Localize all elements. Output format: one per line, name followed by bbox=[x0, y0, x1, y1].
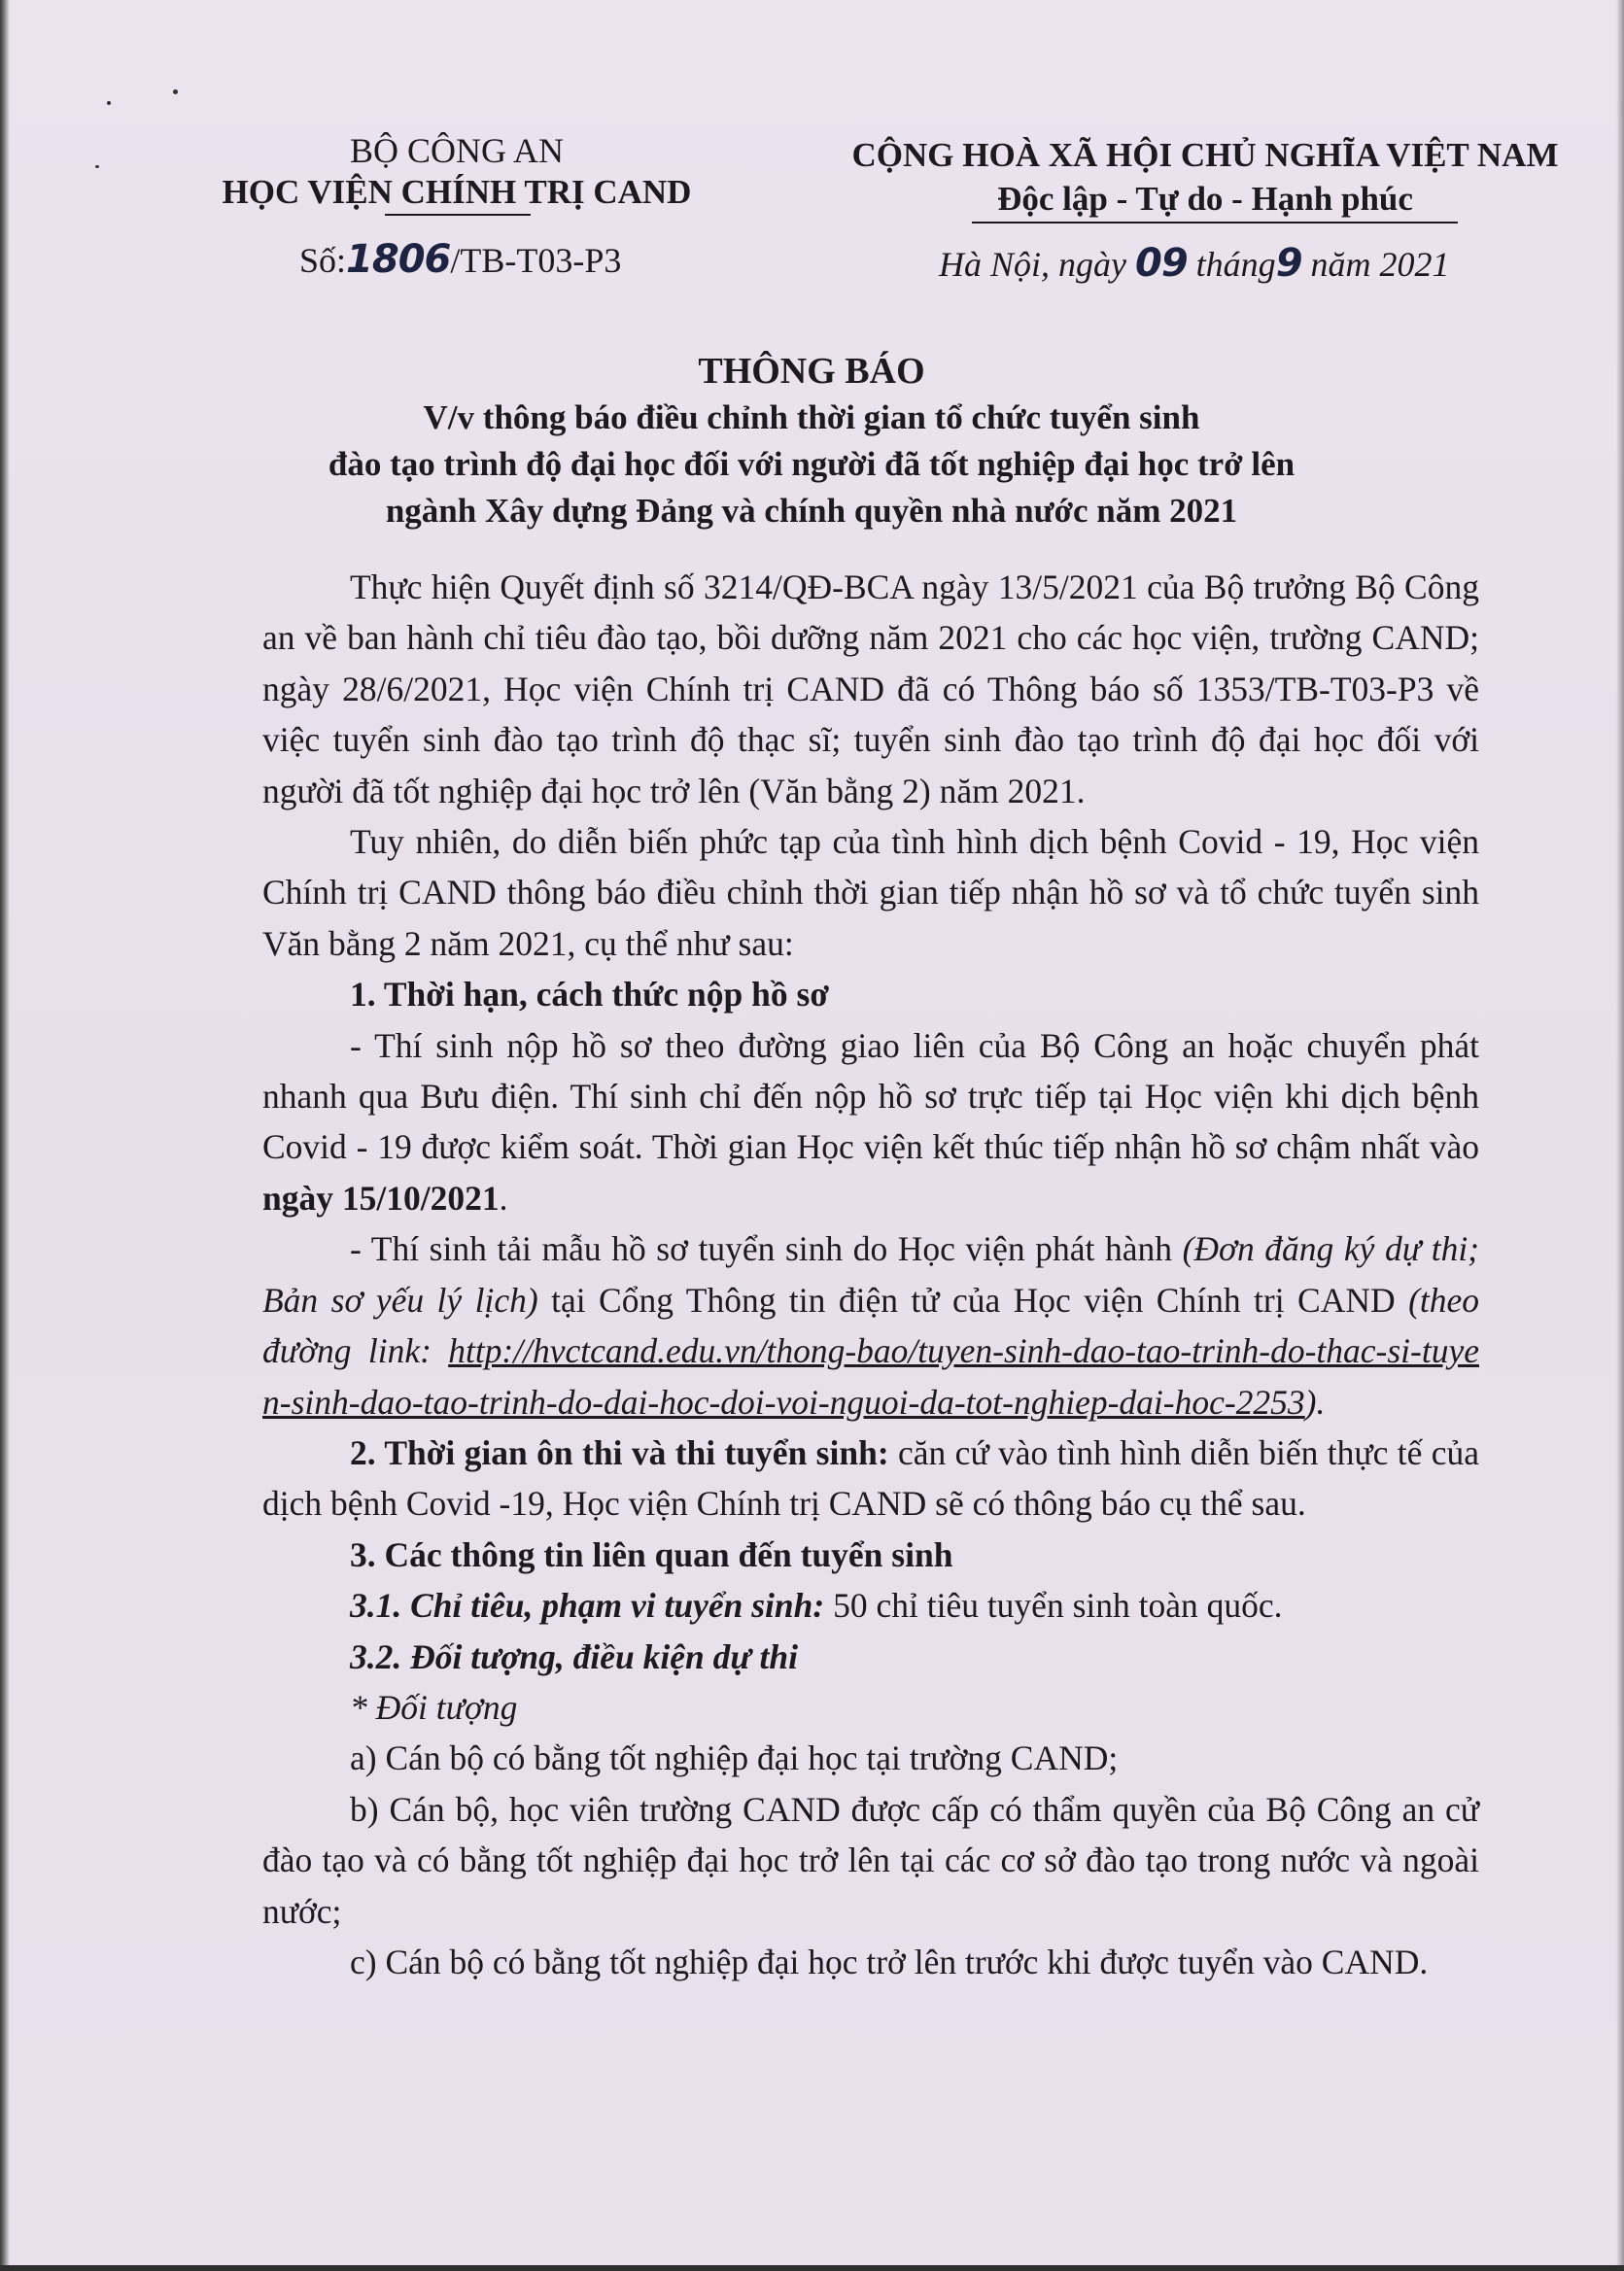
section-3-1-heading: 3.1. Chỉ tiêu, phạm vi tuyển sinh: bbox=[350, 1586, 825, 1626]
number-suffix: /TB-T03-P3 bbox=[450, 241, 622, 280]
submission-deadline: ngày 15/10/2021 bbox=[262, 1178, 500, 1218]
notice-subject-line-3: ngành Xây dựng Đảng và chính quyền nhà nước năm 2021 bbox=[385, 492, 1238, 530]
scan-edge-left bbox=[0, 0, 10, 2271]
scan-edge-bottom bbox=[0, 2265, 1624, 2271]
section-2-text: căn cứ vào tình hình diễn biến thực tế của dịch bệnh Covid -19, Học viện Chính trị CAND sẽ có thông báo cụ thể sau. bbox=[262, 1432, 1479, 1524]
scan-speck bbox=[95, 165, 99, 168]
section-3-heading: 3. Các thông tin liên quan đến tuyển sinh bbox=[350, 1534, 953, 1574]
date-day-handwritten: 09 bbox=[1135, 241, 1188, 286]
download-forms-text: - Thí sinh tải mẫu hồ sơ tuyển sinh do Học viện phát hành bbox=[350, 1229, 1172, 1269]
form-names: (Đơn đăng ký dự thi; Bản sơ yếu lý lịch) bbox=[262, 1229, 1480, 1320]
portal-text: tại Cổng Thông tin điện tử của Học viện Chính trị CAND bbox=[551, 1280, 1396, 1320]
submission-method-text: - Thí sinh nộp hồ sơ theo đường giao liên của Bộ Công an hoặc chuyển phát nhanh qua Bưu điện. Thí sinh chỉ đến nộp hồ sơ trực tiếp tại Học viện khi dịch bệnh Covid - 19 được kiểm soát. Thời gian Học viện kết thúc tiếp nhận hồ sơ chậm nhất vào bbox=[262, 1025, 1479, 1167]
section-2 bbox=[262, 1428, 1479, 1530]
ministry-name: BỘ CÔNG AN bbox=[349, 131, 565, 170]
section-3-1 bbox=[262, 1580, 1479, 1631]
eligibility-item-b: b) Cán bộ, học viên trường CAND được cấp có thẩm quyền của Bộ Công an cử đào tạo và có bằng tốt nghiệp đại học trở lên tại các cơ sở đào tạo trong nước và ngoài nước; bbox=[262, 1789, 1479, 1931]
link-suffix: ). bbox=[1304, 1382, 1326, 1422]
country-name: CỘNG HOÀ XÃ HỘI CHỦ NGHĨA VIỆT NAM bbox=[851, 136, 1559, 174]
portal-link[interactable]: http://hvctcand.edu.vn/thong-bao/tuyen-sinh-dao-tao-trinh-do-thac-si-tuyen-sinh-dao-tao-trinh-do-dai-hoc-doi-voi-nguoi-da-tot-nghiep-dai-hoc-2253 bbox=[262, 1331, 1479, 1422]
notice-body bbox=[262, 562, 1479, 1987]
number-prefix: Số: bbox=[299, 241, 347, 280]
notice-title: THÔNG BÁO bbox=[698, 351, 925, 392]
date-year: năm 2021 bbox=[1310, 245, 1450, 284]
date-month-handwritten: 9 bbox=[1275, 241, 1302, 286]
date-month-label: tháng bbox=[1195, 245, 1276, 284]
paragraph-adjustment: Tuy nhiên, do diễn biến phức tạp của tình hình dịch bệnh Covid - 19, Học viện Chính trị CAND thông báo điều chỉnh thời gian tiếp nhận hồ sơ và tổ chức tuyển sinh Văn bằng 2 năm 2021, cụ thể như sau: bbox=[262, 822, 1479, 963]
section-2-heading: 2. Thời gian ôn thi và thi tuyển sinh: bbox=[350, 1432, 889, 1472]
paragraph-legal-basis: Thực hiện Quyết định số 3214/QĐ-BCA ngày 13/5/2021 của Bộ trưởng Bộ Công an về ban hành chỉ tiêu đào tạo, bồi dưỡng năm 2021 cho các học viện, trường CAND; ngày 28/6/2021, Học viện Chính trị CAND đã có Thông báo số 1353/TB-T03-P3 về việc tuyển sinh đào tạo trình độ thạc sĩ; tuyển sinh đào tạo trình độ đại học đối với người đã tốt nghiệp đại học trở lên (Văn bằng 2) năm 2021. bbox=[262, 568, 1479, 810]
scan-speck bbox=[107, 101, 111, 105]
national-motto: Độc lập - Tự do - Hạnh phúc bbox=[997, 180, 1413, 218]
section-3-2-subheading: * Đối tượng bbox=[350, 1687, 518, 1727]
number-handwritten: 1806 bbox=[346, 237, 451, 282]
scan-speck bbox=[173, 89, 178, 94]
section-3-2-heading: 3.2. Đối tượng, điều kiện dự thi bbox=[350, 1636, 799, 1676]
motto-underline bbox=[972, 222, 1458, 224]
notice-subject-line-1: V/v thông báo điều chỉnh thời gian tổ chức tuyển sinh bbox=[423, 398, 1200, 436]
academy-name: HỌC VIỆN CHÍNH TRỊ CAND bbox=[222, 173, 692, 211]
eligibility-item-c: c) Cán bộ có bằng tốt nghiệp đại học trở lên trước khi được tuyển vào CAND. bbox=[350, 1942, 1429, 1981]
notice-title-block bbox=[253, 348, 1370, 534]
scan-edge-right bbox=[1616, 0, 1624, 2271]
academy-underline bbox=[385, 214, 531, 216]
document-date bbox=[939, 241, 1450, 286]
link-prefix: (theo đường link: bbox=[262, 1280, 1480, 1371]
date-place: Hà Nội, ngày bbox=[939, 245, 1126, 284]
eligibility-item-a: a) Cán bộ có bằng tốt nghiệp đại học tại trường CAND; bbox=[350, 1738, 1119, 1778]
section-3-1-text: 50 chỉ tiêu tuyển sinh toàn quốc. bbox=[833, 1586, 1283, 1626]
notice-subject-line-2: đào tạo trình độ đại học đối với người đã tốt nghiệp đại học trở lên bbox=[328, 445, 1296, 483]
section-1-heading: 1. Thời hạn, cách thức nộp hồ sơ bbox=[350, 975, 829, 1015]
section-1-submission-method bbox=[262, 1020, 1479, 1224]
document-number bbox=[299, 237, 621, 282]
section-1-download-forms bbox=[262, 1223, 1479, 1428]
submission-end: . bbox=[499, 1178, 508, 1218]
